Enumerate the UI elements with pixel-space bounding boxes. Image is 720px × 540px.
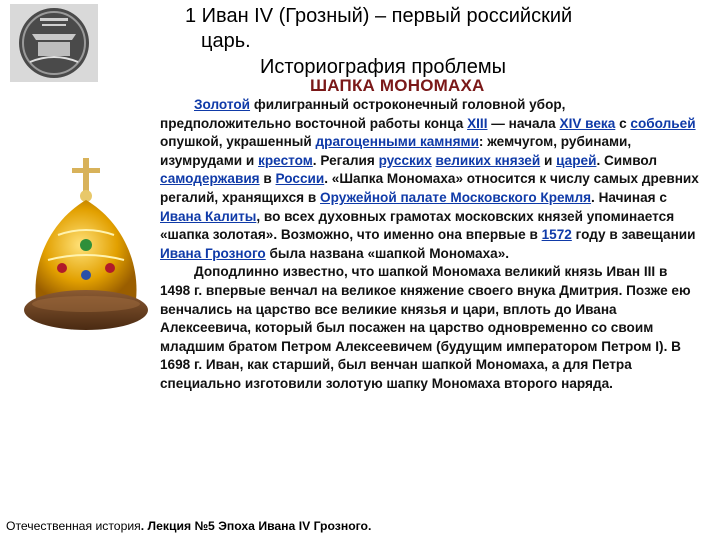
wiki-link[interactable]: Ивана Калиты (160, 208, 257, 224)
title-line-1: 1 Иван IV (Грозный) – первый российский (185, 5, 573, 27)
text-run: и (540, 152, 557, 168)
wiki-link[interactable]: Золотой (194, 97, 251, 112)
footer-course: Отечественная история (6, 519, 141, 533)
wiki-link[interactable]: драгоценными камнями (315, 134, 479, 150)
wiki-link[interactable]: Оружейной палате Московского Кремля (320, 189, 592, 205)
article-text (160, 96, 700, 394)
footer-lecture: . Лекция №5 Эпоха Ивана IV Грозного. (140, 519, 372, 533)
wiki-link[interactable]: русских (378, 152, 432, 168)
institution-seal-icon (10, 4, 98, 82)
text-run: с (615, 115, 631, 131)
monomakh-cap-icon (22, 150, 152, 340)
text-run: филигранный остроконечный головной убор, предположительно восточной работы конца (160, 97, 566, 131)
wiki-link[interactable]: великих князей (435, 152, 541, 168)
wiki-link[interactable]: Ивана Грозного (160, 245, 266, 261)
text-run: — начала (487, 115, 560, 131)
text-run: в (259, 171, 276, 187)
wiki-link[interactable]: XIV века (559, 115, 616, 131)
text-run: . «Шапка Мономаха» относится к числу самых древних регалий, хранящихся в (160, 171, 699, 205)
wiki-link[interactable]: самодержавия (160, 171, 260, 187)
text-run: опушкой, украшенный (160, 134, 316, 150)
text-run: была названа «шапкой Мономаха». (265, 245, 510, 261)
paragraph-1 (160, 96, 700, 263)
section-heading: ШАПКА МОНОМАХА (310, 76, 485, 95)
wiki-link[interactable]: XIII (467, 115, 488, 131)
slide-subtitle: Историография проблемы (260, 56, 506, 78)
wiki-link[interactable]: России (275, 171, 325, 187)
text-run: . Начиная с (591, 189, 667, 205)
wiki-link[interactable]: собольей (630, 115, 696, 131)
text-run: . Символ (596, 152, 657, 168)
wiki-link[interactable]: 1572 (541, 227, 572, 243)
text-run: году в завещании (571, 227, 696, 243)
text-run: : жемчугом, рубинами, изумрудами и (160, 134, 632, 168)
wiki-link[interactable]: царей (556, 152, 597, 168)
wiki-link[interactable]: крестом (258, 152, 313, 168)
text-run: , во всех духовных грамотах московских князей упоминается «шапка золотая». Возможно, что именно она впервые в (160, 208, 675, 243)
text-run: . Регалия (312, 152, 379, 168)
paragraph-2: Доподлинно известно, что шапкой Мономаха великий князь Иван III в 1498 г. впервые венчал на великое княжение своего внука Дмитрия. Позже ею венчались на царство все великие князья и цари, вплоть до Ивана Алексеевича, который был посажен на царство одновременно со своим младшим братом Петром Алексеевичем (будущим императором Петром I). В 1698 г. Иван, как старший, был венчан шапкой Мономаха, а для Петра специально изготовили золотую шапку Мономаха второго наряда. (160, 264, 691, 391)
title-line-2: царь. (201, 30, 251, 52)
footer-caption (6, 519, 371, 533)
slide-title (185, 4, 705, 54)
